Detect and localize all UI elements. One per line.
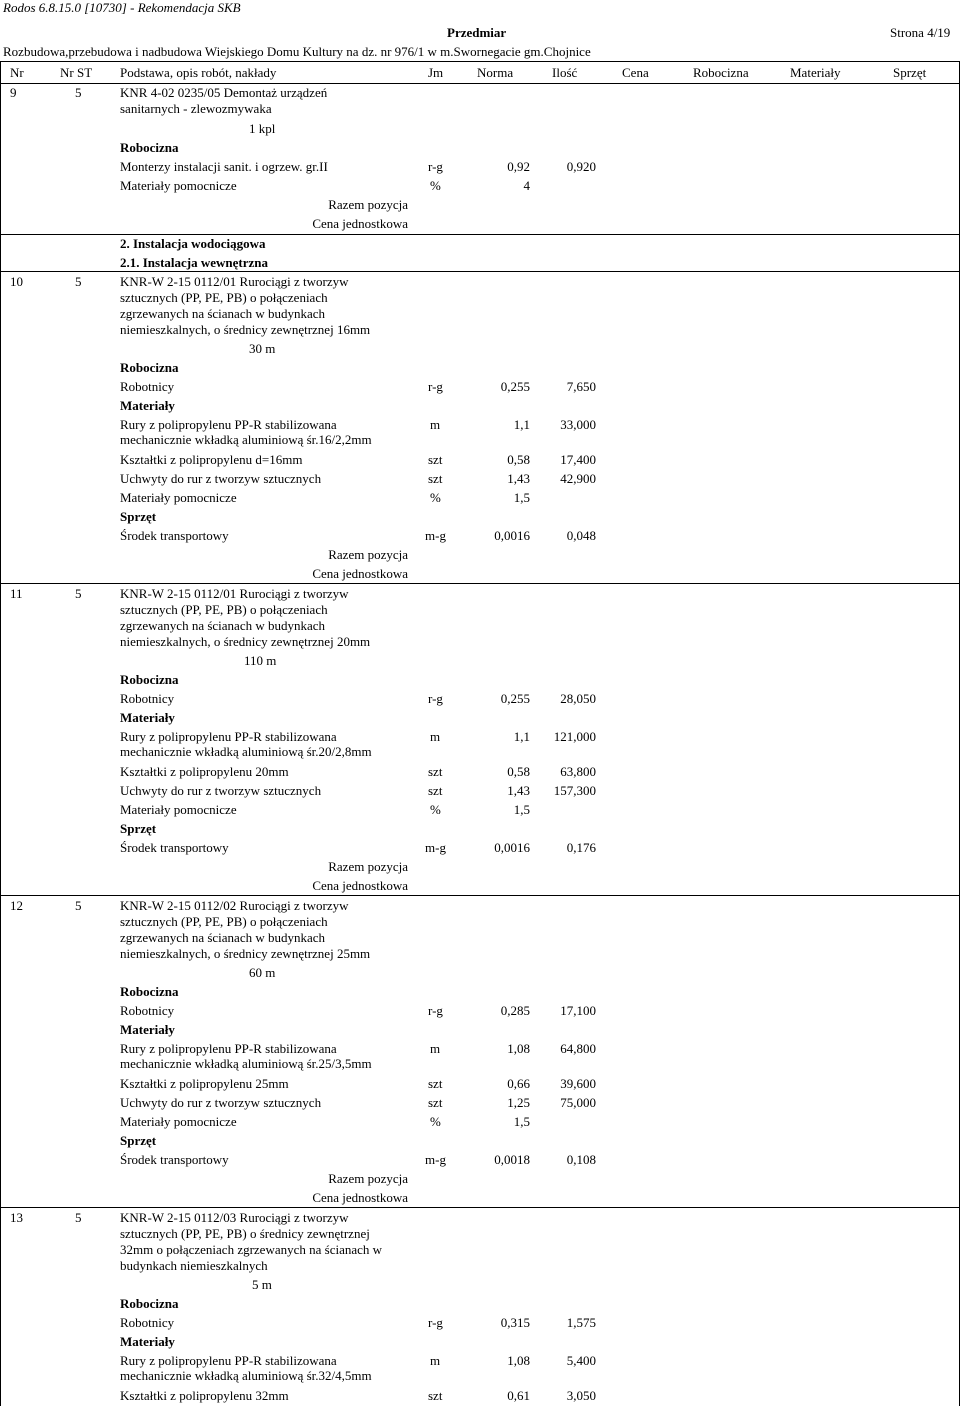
item-quantity: 30 m	[249, 341, 276, 356]
robocizna-label: Robocizna	[120, 140, 179, 155]
item-st: 5	[75, 898, 82, 913]
item-st: 5	[75, 1210, 82, 1225]
resource-jm: szt	[428, 471, 443, 486]
item-description-line: sztucznych (PP, PE, PB) o połączeniach	[120, 602, 328, 617]
item-description-line: 32mm o połączeniach zgrzewanych na ścianach w	[120, 1242, 383, 1257]
resource-name: Kształtki z polipropylenu 20mm	[120, 764, 289, 779]
razem-pozycja: Razem pozycja	[328, 547, 408, 562]
section-title: 2. Instalacja wodociągowa	[120, 236, 266, 251]
resource-name: Środek transportowy	[120, 528, 229, 543]
resource-jm: %	[430, 490, 441, 505]
resource-ilosc: 0,176	[566, 840, 596, 855]
item-number: 11	[10, 586, 23, 601]
item-quantity: 1 kpl	[249, 121, 276, 136]
item-description-line: niemieszkalnych, o średnicy zewnętrznej 20mm	[120, 634, 371, 649]
item-description-line: KNR-W 2-15 0112/01 Rurociągi z tworzyw	[120, 274, 349, 289]
resource-norma: 1,08	[507, 1353, 530, 1368]
robocizna-label: Robocizna	[120, 672, 179, 687]
resource-name: Środek transportowy	[120, 840, 229, 855]
table-top-border	[0, 61, 960, 62]
materialy-label: Materiały	[120, 398, 175, 413]
resource-jm: m	[430, 1041, 441, 1056]
resource-name: Uchwyty do rur z tworzyw sztucznych	[120, 471, 322, 486]
resource-norma: 0,66	[507, 1076, 530, 1091]
resource-name: Środek transportowy	[120, 1152, 229, 1167]
resource-ilosc: 17,400	[560, 452, 596, 467]
robocizna-label: Robocizna	[120, 360, 179, 375]
resource-norma: 1,25	[507, 1095, 530, 1110]
item-description-line: KNR 4-02 0235/05 Demontaż urządzeń	[120, 85, 328, 100]
resource-norma: 0,92	[507, 159, 530, 174]
resource-jm: m-g	[425, 1152, 446, 1167]
col-cena: Cena	[622, 65, 649, 80]
section-divider	[0, 271, 960, 272]
item-description-line: zgrzewanych na ścianach w budynkach	[120, 618, 326, 633]
resource-norma: 1,5	[513, 490, 530, 505]
resource-norma: 0,61	[507, 1388, 530, 1403]
resource-name: Uchwyty do rur z tworzyw sztucznych	[120, 783, 322, 798]
razem-pozycja: Razem pozycja	[328, 197, 408, 212]
item-description-line: niemieszkalnych, o średnicy zewnętrznej 25mm	[120, 946, 371, 961]
resource-name: Kształtki z polipropylenu d=16mm	[120, 452, 303, 467]
resource-jm: r-g	[428, 1315, 443, 1330]
col-nr-st: Nr ST	[60, 65, 93, 80]
resource-name: Rury z polipropylenu PP-R stabilizowana	[120, 417, 337, 432]
item-description-line: zgrzewanych na ścianach w budynkach	[120, 306, 326, 321]
resource-ilosc: 0,108	[566, 1152, 596, 1167]
sprzet-label: Sprzęt	[120, 509, 157, 524]
resource-jm: r-g	[428, 159, 443, 174]
resource-name-cont: mechanicznie wkładką aluminiową śr.16/2,2mm	[120, 432, 372, 447]
resource-ilosc: 33,000	[560, 417, 596, 432]
resource-ilosc: 42,900	[560, 471, 596, 486]
resource-norma: 1,1	[513, 729, 530, 744]
item-st: 5	[75, 274, 82, 289]
section-divider	[0, 234, 960, 235]
cena-jednostkowa: Cena jednostkowa	[312, 566, 408, 581]
col-ilosc: Ilość	[552, 65, 578, 80]
resource-norma: 1,43	[507, 471, 530, 486]
item-number: 9	[10, 85, 17, 100]
cena-jednostkowa: Cena jednostkowa	[312, 878, 408, 893]
table-left-border	[0, 61, 1, 1406]
header-bottom-border	[0, 83, 960, 84]
col-materialy: Materiały	[790, 65, 841, 80]
resource-name: Robotnicy	[120, 379, 175, 394]
resource-norma: 0,0016	[494, 528, 530, 543]
item-description-line: sztucznych (PP, PE, PB) o połączeniach	[120, 290, 328, 305]
materialy-label: Materiały	[120, 710, 175, 725]
resource-name: Materiały pomocnicze	[120, 802, 237, 817]
item-divider	[0, 583, 960, 584]
item-description-line: sztucznych (PP, PE, PB) o połączeniach	[120, 914, 328, 929]
resource-name: Kształtki z polipropylenu 32mm	[120, 1388, 289, 1403]
resource-jm: m	[430, 1353, 441, 1368]
sprzet-label: Sprzęt	[120, 821, 157, 836]
resource-jm: r-g	[428, 379, 443, 394]
sprzet-label: Sprzęt	[120, 1133, 157, 1148]
razem-pozycja: Razem pozycja	[328, 1171, 408, 1186]
materialy-label: Materiały	[120, 1334, 175, 1349]
col-jm: Jm	[428, 65, 444, 80]
resource-ilosc: 5,400	[566, 1353, 596, 1368]
resource-norma: 0,0018	[494, 1152, 530, 1167]
resource-jm: %	[430, 178, 441, 193]
item-quantity: 110 m	[244, 653, 277, 668]
resource-ilosc: 63,800	[560, 764, 596, 779]
resource-jm: szt	[428, 783, 443, 798]
resource-jm: szt	[428, 1076, 443, 1091]
resource-jm: r-g	[428, 1003, 443, 1018]
resource-norma: 0,58	[507, 452, 530, 467]
section-title: 2.1. Instalacja wewnętrzna	[120, 255, 269, 270]
resource-norma: 0,0016	[494, 840, 530, 855]
resource-name: Rury z polipropylenu PP-R stabilizowana	[120, 729, 337, 744]
resource-jm: szt	[428, 452, 443, 467]
resource-name: Rury z polipropylenu PP-R stabilizowana	[120, 1353, 337, 1368]
item-description-line: KNR-W 2-15 0112/02 Rurociągi z tworzyw	[120, 898, 349, 913]
item-number: 12	[10, 898, 23, 913]
resource-name-cont: mechanicznie wkładką aluminiową śr.20/2,8mm	[120, 744, 372, 759]
resource-norma: 0,58	[507, 764, 530, 779]
item-number: 10	[10, 274, 23, 289]
item-description-line: KNR-W 2-15 0112/03 Rurociągi z tworzyw	[120, 1210, 349, 1225]
resource-ilosc: 64,800	[560, 1041, 596, 1056]
resource-name-cont: mechanicznie wkładką aluminiową śr.32/4,5mm	[120, 1368, 372, 1383]
col-norma: Norma	[477, 65, 514, 80]
resource-ilosc: 0,920	[566, 159, 596, 174]
resource-ilosc: 121,000	[553, 729, 596, 744]
col-robocizna: Robocizna	[693, 65, 749, 80]
resource-name: Materiały pomocnicze	[120, 490, 237, 505]
resource-ilosc: 0,048	[566, 528, 596, 543]
project-name: Rozbudowa,przebudowa i nadbudowa Wiejskiego Domu Kultury na dz. nr 976/1 w m.Swornegacie gm.Chojnice	[3, 44, 591, 59]
cena-jednostkowa: Cena jednostkowa	[312, 216, 408, 231]
resource-name: Monterzy instalacji sanit. i ogrzew. gr.II	[120, 159, 328, 174]
resource-ilosc: 17,100	[560, 1003, 596, 1018]
item-quantity: 60 m	[249, 965, 276, 980]
resource-norma: 0,255	[500, 379, 530, 394]
item-divider	[0, 1207, 960, 1208]
resource-name: Robotnicy	[120, 1003, 175, 1018]
resource-norma: 1,5	[513, 1114, 530, 1129]
resource-jm: m-g	[425, 840, 446, 855]
resource-ilosc: 75,000	[560, 1095, 596, 1110]
resource-jm: szt	[428, 1388, 443, 1403]
resource-norma: 0,315	[500, 1315, 530, 1330]
item-st: 5	[75, 586, 82, 601]
resource-ilosc: 1,575	[566, 1315, 596, 1330]
resource-ilosc: 157,300	[553, 783, 596, 798]
resource-ilosc: 28,050	[560, 691, 596, 706]
item-divider	[0, 895, 960, 896]
resource-jm: %	[430, 1114, 441, 1129]
item-description-line: sztucznych (PP, PE, PB) o średnicy zewnętrznej	[120, 1226, 370, 1241]
col-description: Podstawa, opis robót, nakłady	[120, 65, 277, 80]
resource-ilosc: 39,600	[560, 1076, 596, 1091]
resource-jm: m	[430, 729, 441, 744]
item-description-line: zgrzewanych na ścianach w budynkach	[120, 930, 326, 945]
resource-jm: m-g	[425, 528, 446, 543]
resource-jm: m	[430, 417, 441, 432]
item-description-line: sanitarnych - zlewozmywaka	[120, 101, 272, 116]
resource-jm: szt	[428, 1095, 443, 1110]
col-nr: Nr	[10, 65, 24, 80]
resource-norma: 1,1	[513, 417, 530, 432]
resource-name: Uchwyty do rur z tworzyw sztucznych	[120, 1095, 322, 1110]
resource-ilosc: 3,050	[566, 1388, 596, 1403]
item-number: 13	[10, 1210, 23, 1225]
razem-pozycja: Razem pozycja	[328, 859, 408, 874]
col-sprzet: Sprzęt	[893, 65, 927, 80]
resource-norma: 0,255	[500, 691, 530, 706]
resource-jm: szt	[428, 764, 443, 779]
resource-ilosc: 7,650	[566, 379, 596, 394]
app-title: Rodos 6.8.15.0 [10730] - Rekomendacja SKB	[3, 0, 241, 15]
item-quantity: 5 m	[252, 1277, 272, 1292]
cena-jednostkowa: Cena jednostkowa	[312, 1190, 408, 1205]
resource-name: Robotnicy	[120, 691, 175, 706]
resource-norma: 1,43	[507, 783, 530, 798]
item-st: 5	[75, 85, 82, 100]
resource-name: Kształtki z polipropylenu 25mm	[120, 1076, 289, 1091]
resource-name: Robotnicy	[120, 1315, 175, 1330]
resource-name: Materiały pomocnicze	[120, 1114, 237, 1129]
robocizna-label: Robocizna	[120, 1296, 179, 1311]
robocizna-label: Robocizna	[120, 984, 179, 999]
resource-jm: r-g	[428, 691, 443, 706]
item-description-line: budynkach niemieszkalnych	[120, 1258, 268, 1273]
resource-norma: 1,5	[513, 802, 530, 817]
document-type: Przedmiar	[447, 25, 507, 40]
resource-jm: %	[430, 802, 441, 817]
materialy-label: Materiały	[120, 1022, 175, 1037]
page-number: Strona 4/19	[890, 25, 951, 40]
resource-norma: 0,285	[500, 1003, 530, 1018]
resource-name: Rury z polipropylenu PP-R stabilizowana	[120, 1041, 337, 1056]
item-description-line: KNR-W 2-15 0112/01 Rurociągi z tworzyw	[120, 586, 349, 601]
resource-name-cont: mechanicznie wkładką aluminiową śr.25/3,5mm	[120, 1056, 372, 1071]
item-description-line: niemieszkalnych, o średnicy zewnętrznej 16mm	[120, 322, 371, 337]
resource-norma: 4	[523, 178, 530, 193]
resource-name: Materiały pomocnicze	[120, 178, 237, 193]
resource-norma: 1,08	[507, 1041, 530, 1056]
